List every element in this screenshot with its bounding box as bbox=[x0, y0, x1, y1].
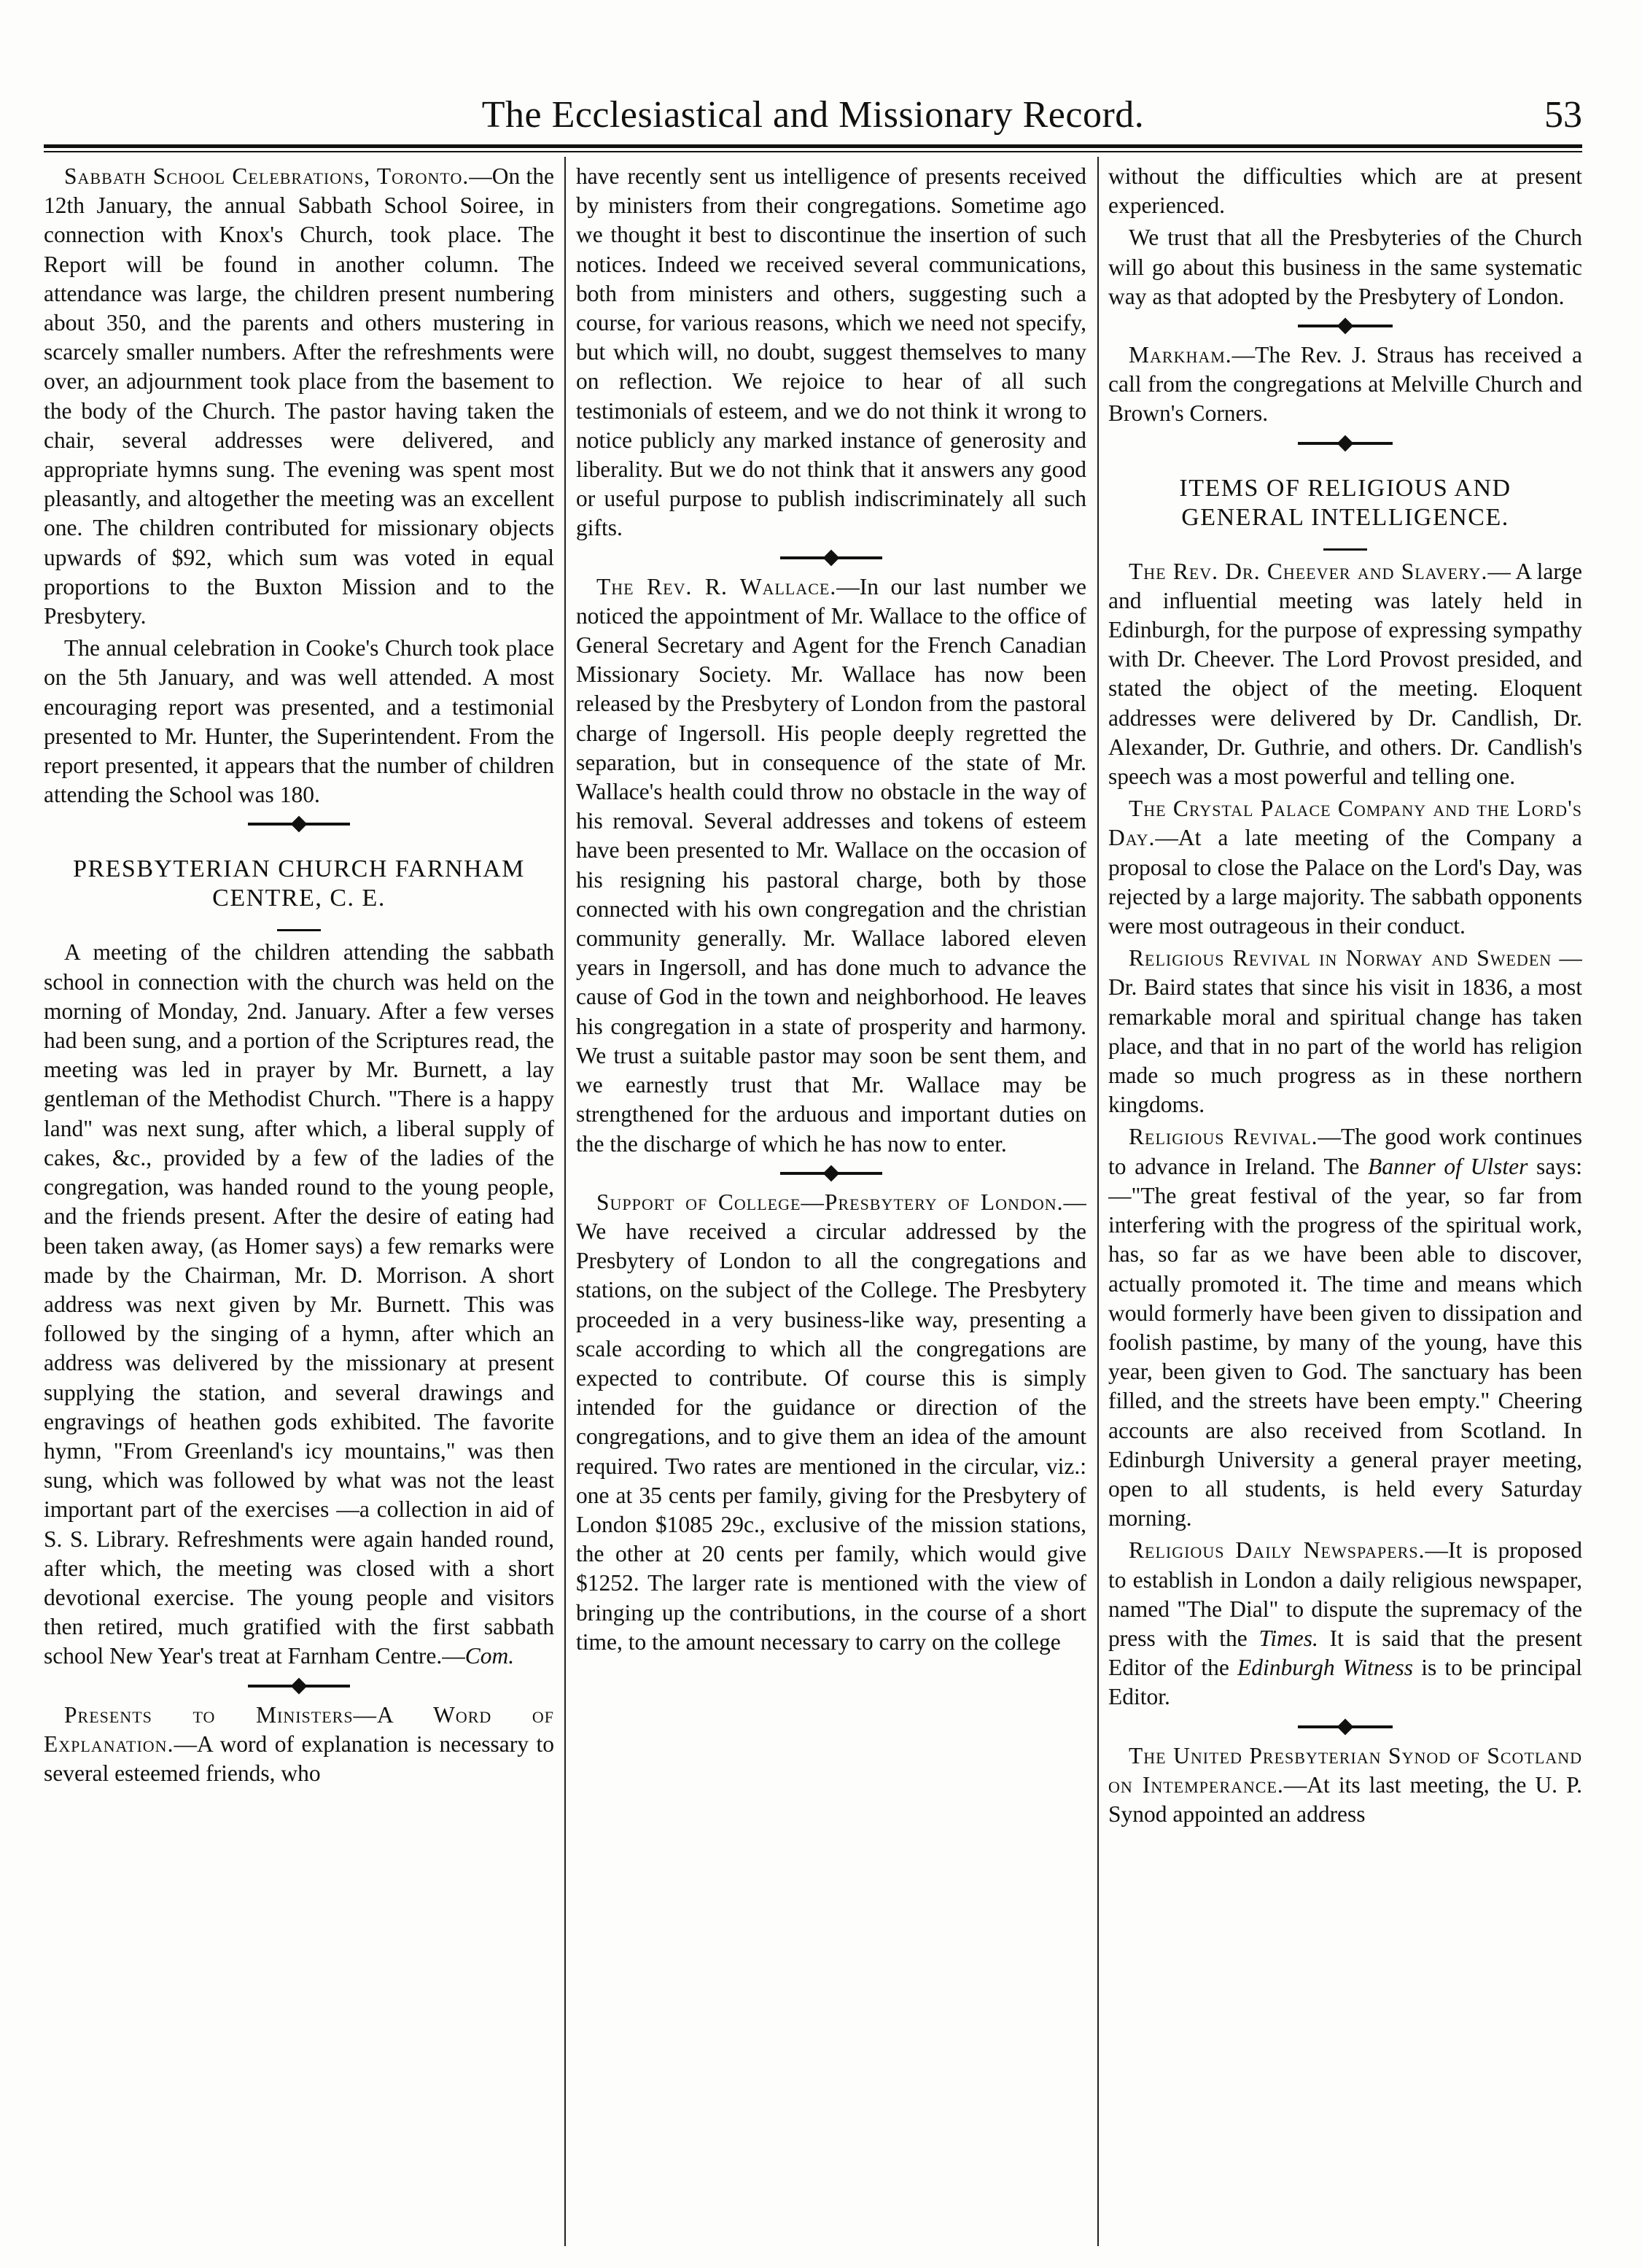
article-body: —The Rev. J. Straus has received a call from the congregations at Melville Church and Brown's Corners. bbox=[1108, 342, 1582, 427]
article-lead: Sabbath School Celebrations, Toronto. bbox=[64, 163, 470, 189]
heading-rule bbox=[277, 923, 554, 938]
section-divider bbox=[1108, 429, 1582, 458]
article-up-synod bbox=[1108, 1741, 1582, 1830]
article-cookes-church: The annual celebration in Cooke's Church took place on the 5th January, and was well attended. A most encouraging report was presented, and a testimonial presented to Mr. Hunter, the Superintendent. From the report presented, it appears that the number of children attending the School was 180. bbox=[44, 635, 554, 808]
article-body: —It is proposed to establish in London a daily religious newspaper, named "The Dial" to dispute the supremacy of the press with the bbox=[1108, 1537, 1582, 1651]
article-lead: The Crystal Palace Company and the Lord's Day. bbox=[1108, 796, 1582, 851]
section-divider bbox=[1108, 311, 1582, 341]
article-body: —Dr. Baird states that since his visit in 1836, a most remarkable moral and spiritual change has taken place, and that in no part of the world has religion made so much progress as in these northern kingdoms. bbox=[1108, 945, 1582, 1118]
article-body: —In our last number we noticed the appointment of Mr. Wallace to the office of General Secretary and Agent for the French Canadian Missionary Society. Mr. Wallace has now been released by the Presbytery of London from the pastoral charge of Ingersoll. His people deeply regretted the separation, but in consequence of the state of Mr. Wallace's health could throw no obstacle in the way of his removal. Several addresses and tokens of esteem have been presented to Mr. Wallace on the occasion of his resigning his pastoral charge, both by those connected with his own congregation and the christian community generally. Mr. Wallace labored eleven years in Ingersoll, and has done much to advance the cause of God in the town and neighborhood. He leaves his congregation in a state of prosperity and harmony. We trust a suitable pastor may soon be sent them, and we earnestly trust that Mr. Wallace may be strengthened for the arduous and important duties on the the discharge of which he has now to enter. bbox=[576, 573, 1086, 1157]
article-sabbath-school-toronto bbox=[44, 162, 554, 631]
article-lead: Religious Revival in Norway and Sweden bbox=[1129, 945, 1552, 971]
article-lead: The Rev. R. Wallace. bbox=[596, 573, 837, 599]
section-divider bbox=[1108, 1712, 1582, 1741]
article-college-support bbox=[576, 1188, 1086, 1657]
article-body: says:—"The great festival of the year, so far from interfering with the progress of the spiritual work, has, so far as we have been able to discover, actually promoted it. The time and means which would formerly have been given to dissipation and foolish pastime, by many of the young, have this year, been given to God. The sanctuary has been filled, and the streets have been empty." Cheering accounts are also received from Scotland. In Edinburgh University a general prayer meeting, open to all students, is held every Saturday morning. bbox=[1108, 1153, 1582, 1531]
article-body: is to be principal Editor. bbox=[1108, 1655, 1582, 1710]
article-body: —At a late meeting of the Company a proposal to close the Palace on the Lord's Day, was rejected by a large majority. The sabbath opponents were most outrageous in their conduct. bbox=[1108, 825, 1582, 939]
publication-title: Banner of Ulster bbox=[1368, 1153, 1528, 1179]
page-number: 53 bbox=[1544, 94, 1582, 136]
article-daily-newspapers bbox=[1108, 1536, 1582, 1712]
article-lead: The United Presbyterian Synod of Scotland on Intemperance. bbox=[1108, 1742, 1582, 1798]
article-body: —At its last meeting, the U. P. Synod appointed an address bbox=[1108, 1771, 1582, 1827]
article-presents bbox=[44, 1701, 554, 1789]
page-header bbox=[44, 93, 1582, 144]
article-body: A meeting of the children attending the sabbath school in connection with the church was held on the morning of Monday, 2nd. January. After a few verses had been sung, and a portion of the Scriptures read, the meeting was led in prayer by Mr. Burnett, a lay gentleman of the Methodist Church. "There is a happy land" was next sung, after which, a liberal supply of cakes, &c., provided by a few of the ladies of the congregation, was handed round to the young people, and the friends present. After the desire of eating had been taken away, (as Homer says) a few remarks were made by the Chairman, Mr. D. Morrison. A short address was next given by Mr. Burnett. This was followed by the singing of a hymn, after which an address was delivered by the missionary at present supplying the station, and several drawings and engravings of heathen gods exhibited. The favorite hymn, "From Greenland's icy mountains," was then sung, which was followed by what was not the least important part of the exercises —a collection in aid of S. S. Library. Refreshments were again handed round, after which, the meeting was closed with a short devotional exercise. The young people and visitors then retired, much gratified with the first sabbath school New Year's treat at Farnham Centre.— bbox=[44, 939, 554, 1669]
section-divider bbox=[576, 543, 1086, 572]
section-divider bbox=[576, 1159, 1086, 1188]
publication-title: Times. bbox=[1258, 1625, 1318, 1651]
column-rule bbox=[564, 157, 566, 2246]
article-lead: Religious Daily Newspapers. bbox=[1129, 1537, 1425, 1564]
article-norway-sweden bbox=[1108, 944, 1582, 1119]
article-lead: Presents to Ministers—A Word of Explanation. bbox=[44, 1701, 554, 1757]
section-heading: ITEMS OF RELIGIOUS AND GENERAL INTELLIGENCE. bbox=[1179, 474, 1511, 531]
article-lead: Religious Revival. bbox=[1129, 1124, 1318, 1150]
article-presents-continued: have recently sent us intelligence of presents received by ministers from their congregations. Sometime ago we thought it best to discontinue the insertion of such notices. Indeed we received several communications, both from ministers and others, suggesting such a course, for various reasons, which we need not specify, but which will, no doubt, suggest themselves to many on reflection. We rejoice to hear of all such testimonials of esteem, and we do not think it wrong to notice publicly any marked instance of generosity and liberality. But we do not think that it answers any good or useful purpose to publish indiscriminately all such gifts. bbox=[576, 163, 1086, 541]
section-divider bbox=[44, 1671, 554, 1701]
article-body: —A word of explanation is necessary to several esteemed friends, who bbox=[44, 1731, 554, 1786]
header-rule bbox=[44, 144, 1582, 148]
article-college-continued: without the difficulties which are at present experienced. bbox=[1108, 163, 1582, 219]
running-title: The Ecclesiastical and Missionary Record. bbox=[481, 94, 1145, 136]
article-body: —On the 12th January, the annual Sabbath School Soiree, in connection with Knox's Church, took place. The Report will be found in another column. The attendance was large, the children present numbering about 350, and the parents and others mustering in scarcely smaller numbers. After the refreshments were over, an adjournment took place from the basement to the body of the Church. The pastor having taken the chair, several addresses were delivered, and appropriate hymns sung. The evening was spent most pleasantly, and altogether the meeting was an excellent one. The children contributed for missionary objects upwards of $92, which sum was voted in equal proportions to the Buxton Mission and to the Presbytery. bbox=[44, 163, 554, 629]
article-body: — A large and influential meeting was lately held in Edinburgh, for the purpose of expressing sympathy with Dr. Cheever. The Lord Provost presided, and stated the object of the meeting. Eloquent addresses were delivered by Dr. Candlish, Dr. Alexander, Dr. Guthrie, and others. Dr. Candlish's speech was a most powerful and telling one. bbox=[1108, 558, 1582, 790]
article-farnham bbox=[44, 938, 554, 1671]
article-lead: Support of College—Presbytery of London. bbox=[596, 1189, 1064, 1215]
article-religious-revival bbox=[1108, 1122, 1582, 1533]
header-rule-thin bbox=[44, 151, 1582, 152]
article-signature: Com. bbox=[464, 1643, 515, 1669]
column-2 bbox=[576, 162, 1086, 2244]
article-lead: Markham. bbox=[1129, 342, 1232, 368]
article-crystal-palace bbox=[1108, 794, 1582, 941]
heading-rule bbox=[1323, 543, 1582, 557]
column-1 bbox=[44, 162, 554, 2244]
article-cheever bbox=[1108, 557, 1582, 792]
column-3 bbox=[1108, 162, 1582, 2244]
column-rule bbox=[1097, 157, 1099, 2246]
article-presbyteries: We trust that all the Presbyteries of the Church will go about this business in the same systematic way as that adopted by the Presbytery of London. bbox=[1108, 225, 1582, 309]
article-body: —The good work continues to advance in Ireland. The bbox=[1108, 1124, 1582, 1179]
article-body: —We have received a circular addressed by the Presbytery of London to all the congregations and stations, on the subject of the College. The Presbytery proceeded in a very business-like way, presenting a scale according to which all the congregations are expected to contribute. Of course this is simply intended for the guidance or direction of the congregations, and to give them an idea of the amount required. Two rates are mentioned in the circular, viz.: one at 35 cents per family, giving for the Presbytery of London $1085 29c., exclusive of the mission stations, the other at 20 cents per family, which would give $1252. The larger rate is mentioned with the view of bringing up the contributions, in the course of a short time, to the amount necessary to carry on the college bbox=[576, 1189, 1086, 1655]
publication-title: Edinburgh Witness bbox=[1237, 1655, 1414, 1681]
article-lead: The Rev. Dr. Cheever and Slavery. bbox=[1129, 558, 1488, 584]
section-heading: PRESBYTERIAN CHURCH FARNHAM CENTRE, C. E. bbox=[73, 855, 525, 912]
article-wallace bbox=[576, 572, 1086, 1159]
article-body: It is said that the present Editor of the bbox=[1108, 1625, 1582, 1681]
article-markham bbox=[1108, 341, 1582, 429]
section-divider bbox=[44, 809, 554, 839]
